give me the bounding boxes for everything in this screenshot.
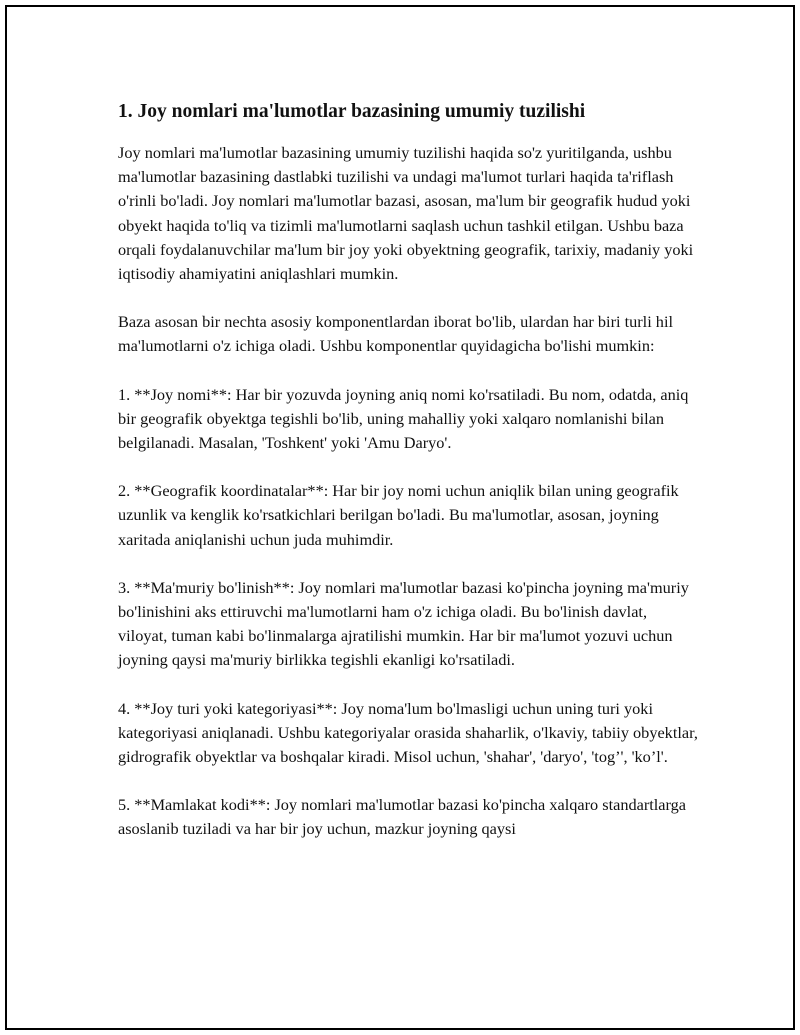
- list-item-administrative-division: 3. **Ma'muriy bo'linish**: Joy nomlari ma'lumotlar bazasi ko'pincha joyning ma'muriy bo'linishini aks ettiruvchi ma'lumotlarni ham o'z ichiga oladi. Bu bo'linish davlat, viloyat, tuman kabi bo'linmalarga ajratilishi mumkin. Har bir ma'lumot yozuvi uchun joyning qaysi ma'muriy birlikka tegishli ekanligi ko'rsatiladi.: [118, 577, 689, 670]
- intro-paragraph: Joy nomlari ma'lumotlar bazasining umumiy tuzilishi haqida so'z yuritilganda, ushbu ma'lumotlar bazasining dastlabki tuzilishi va undagi ma'lumot turlari haqida ta'riflash o'rinli bo'ladi. Joy nomlari ma'lumotlar bazasi, asosan, ma'lum bir geografik hudud yoki obyekt haqida to'liq va tizimli ma'lumotlarni saqlash uchun tashkil etilgan. Ushbu baza orqali foydalanuvchilar ma'lum bir joy yoki obyektning geografik, tarixiy, madaniy yoki iqtisodiy ahamiyatini aniqlashlari mumkin.: [118, 143, 694, 284]
- section-heading: 1. Joy nomlari ma'lumotlar bazasining umumiy tuzilishi: [118, 101, 586, 122]
- components-paragraph: Baza asosan bir nechta asosiy komponentlardan iborat bo'lib, ulardan har biri turli hil ma'lumotlarni o'z ichiga oladi. Ushbu komponentlar quyidagicha bo'lishi mumkin:: [118, 312, 673, 356]
- list-item-place-name: 1. **Joy nomi**: Har bir yozuvda joyning aniq nomi ko'rsatiladi. Bu nom, odatda, aniq bir geografik obyektga tegishli bo'lib, uning mahalliy yoki xalqaro nomlanishi bilan belgilanadi. Masalan, 'Toshkent' yoki 'Amu Daryo'.: [118, 384, 689, 453]
- document-body: [118, 93, 698, 866]
- list-item-country-code: 5. **Mamlakat kodi**: Joy nomlari ma'lumotlar bazasi ko'pincha xalqaro standartlarga asoslanib tuziladi va har bir joy uchun, mazkur joyning qaysi: [118, 795, 687, 839]
- list-item-place-type: 4. **Joy turi yoki kategoriyasi**: Joy noma'lum bo'lmasligi uchun uning turi yoki kategoriyasi aniqlanadi. Ushbu kategoriyalar orasida shaharlik, o'lkaviy, tabiiy obyektlar, gidrografik obyektlar va boshqalar kiradi. Misol uchun, 'shahar', 'daryo', 'tog’', 'ko’l'.: [118, 698, 698, 767]
- list-item-coordinates: 2. **Geografik koordinatalar**: Har bir joy nomi uchun aniqlik bilan uning geografik uzunlik va kenglik ko'rsatkichlari berilgan bo'ladi. Bu ma'lumotlar, asosan, joyning xaritada aniqlanishi uchun juda muhimdir.: [118, 481, 679, 549]
- document-page: [5, 5, 795, 1030]
